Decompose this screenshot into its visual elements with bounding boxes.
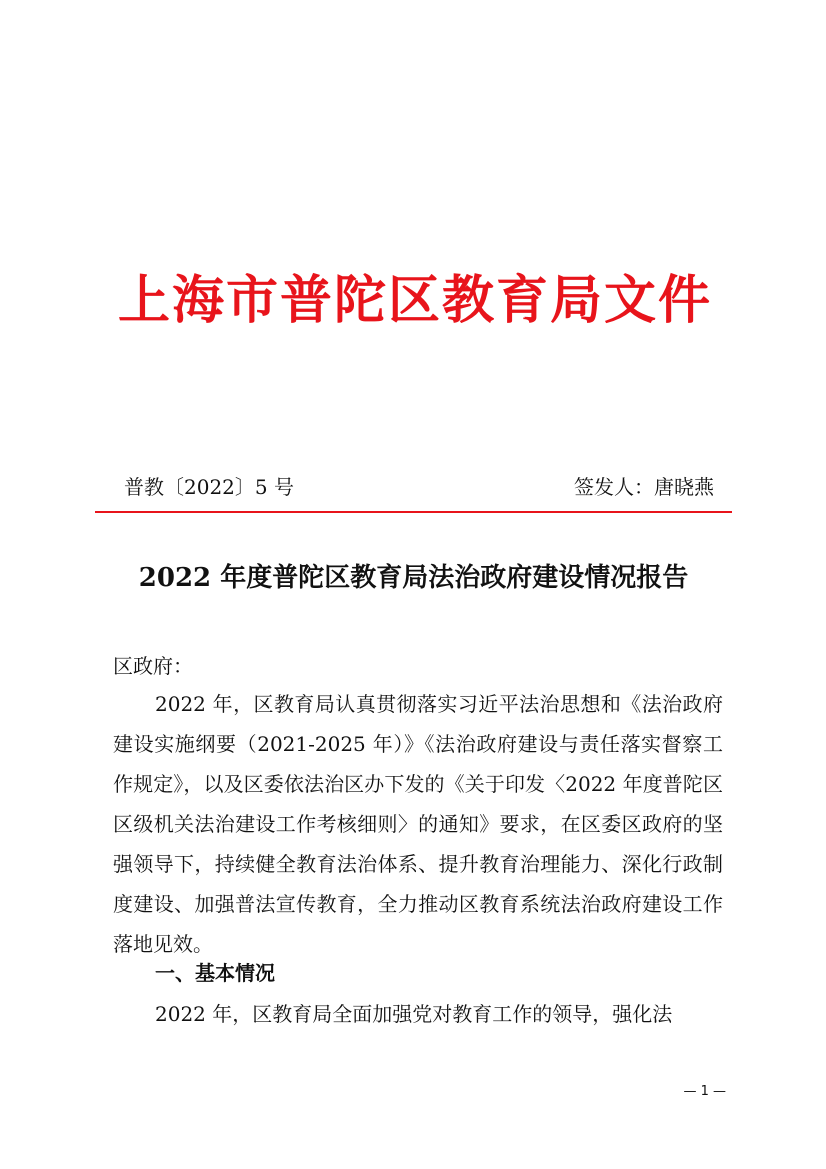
document-header-title: 上海市普陀区教育局文件 bbox=[117, 270, 712, 331]
page-number: — 1 — bbox=[683, 1084, 726, 1099]
document-number: 普教〔2022〕5 号 bbox=[124, 475, 294, 499]
body-paragraph: 2022 年，区教育局全面加强党对教育工作的领导，强化法 bbox=[155, 1002, 673, 1026]
section-heading: 一、基本情况 bbox=[155, 961, 275, 985]
salutation: 区政府： bbox=[113, 654, 193, 678]
body-paragraph: 2022 年，区教育局认真贯彻落实习近平法治思想和《法治政府建设实施纲要（2021-2025 年）》《法治政府建设与责任落实督察工作规定》，以及区委依法治区办下发的《关于印发〈2022 年度普陀区区级机关法治建设工作考核细则〉的通知》要求，在区委区政府的坚强领导下，持续健全教育法治体系、提升教育治理能力、深化行政制度建设、加强普法宣传教育，全力推动区教育系统法治政府建设工作落地见效。 bbox=[113, 692, 723, 956]
report-title: 2022 年度普陀区教育局法治政府建设情况报告 bbox=[138, 563, 689, 593]
signer: 签发人：唐晓燕 bbox=[574, 475, 714, 499]
red-divider-line bbox=[95, 511, 732, 513]
